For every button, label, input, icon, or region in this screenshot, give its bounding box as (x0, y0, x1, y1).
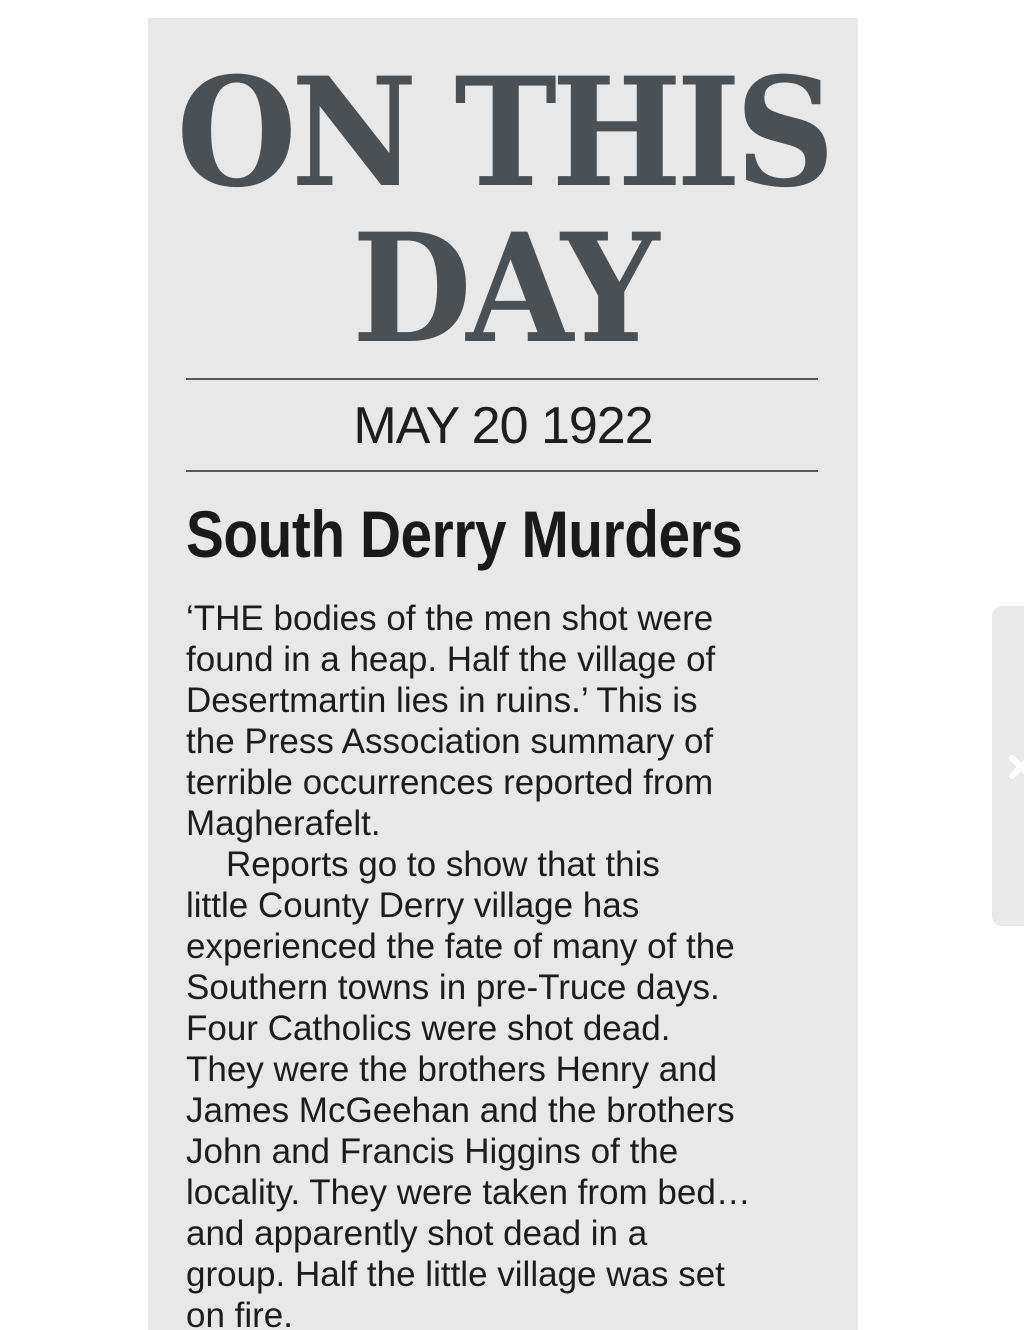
body-line: experienced the fate of many of the (186, 927, 735, 966)
masthead-line-1: ON THIS (176, 45, 830, 221)
close-icon[interactable] (1006, 746, 1024, 786)
body-line: little County Derry village has (186, 886, 640, 925)
body-line: Magherafelt. (186, 804, 381, 843)
body-line: James McGeehan and the brothers (186, 1091, 735, 1130)
body-line: Desertmartin lies in ruins.’ This is (186, 681, 698, 720)
body-line: John and Francis Higgins of the (186, 1132, 679, 1171)
body-line: group. Half the little village was set (186, 1255, 725, 1294)
divider-bottom (186, 470, 818, 472)
body-line: locality. They were taken from bed… (186, 1173, 751, 1212)
body-line: the Press Association summary of (186, 722, 714, 761)
body-line: and apparently shot dead in a (186, 1214, 648, 1253)
masthead-line-2: DAY (352, 201, 654, 377)
body-line: Southern towns in pre-Truce days. (186, 968, 720, 1007)
body-line: terrible occurrences reported from (186, 763, 714, 802)
body-line: ‘THE bodies of the men shot were (186, 599, 714, 638)
newspaper-clipping (148, 18, 858, 1330)
article-body (186, 598, 846, 1330)
divider-top (186, 378, 818, 380)
body-line: on fire. (186, 1296, 293, 1330)
article-headline: South Derry Murders (186, 497, 743, 571)
article-date: MAY 20 1922 (353, 397, 653, 455)
body-line: Reports go to show that this (226, 845, 660, 884)
body-line: They were the brothers Henry and (186, 1050, 718, 1089)
side-panel-tab[interactable] (992, 606, 1024, 926)
body-line: found in a heap. Half the village of (186, 640, 716, 679)
body-line: Four Catholics were shot dead. (186, 1009, 671, 1048)
